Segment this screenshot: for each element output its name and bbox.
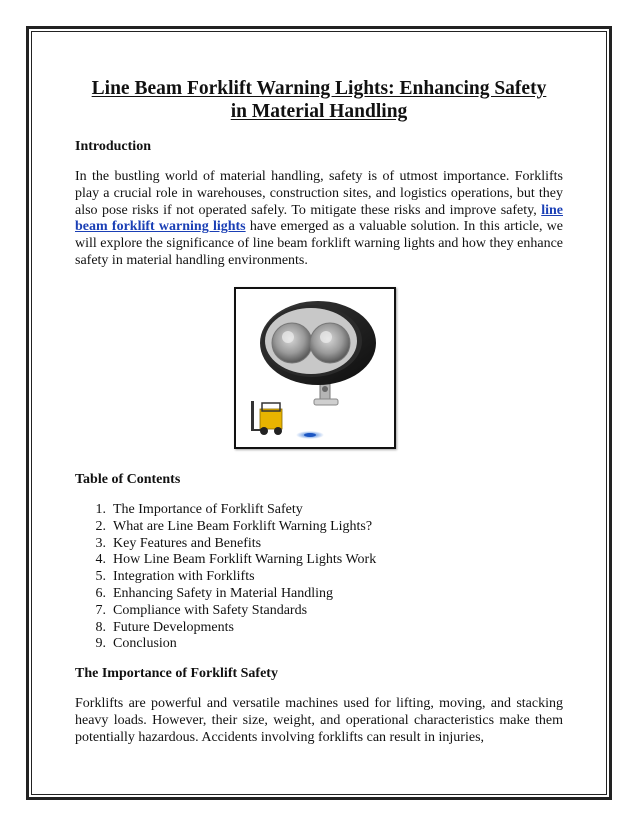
intro-text-after-link: have emerged as a valuable solution. In this article, we will explore the significance of line beam forklift warning lights and how they enhance safety in material handling environments.: [75, 219, 564, 268]
document-title: [75, 77, 563, 123]
product-image: [234, 287, 396, 449]
product-link[interactable]: line beam forklift warning lights: [75, 202, 563, 235]
title-line-1: Line Beam Forklift Warning Lights: Enhancing Safety: [91, 78, 547, 99]
toc-item[interactable]: 2. What are Line Beam Forklift Warning Lights?: [95, 518, 373, 534]
intro-heading: Introduction: [75, 139, 151, 154]
toc-item[interactable]: 9. Conclusion: [95, 636, 177, 652]
intro-paragraph: [75, 169, 563, 270]
toc-item[interactable]: 8. Future Developments: [95, 619, 234, 635]
toc-item[interactable]: 3. Key Features and Benefits: [95, 535, 262, 551]
document-body: [75, 77, 563, 270]
section-paragraph-forklift-safety: Forklifts are powerful and versatile machines used for lifting, moving, and stacking heavy loads. However, their size, weight, and operational characteristics make them potentially hazardous. Accidents involving forklifts can result in injuries,: [75, 696, 563, 745]
toc-list: [75, 502, 563, 653]
table-of-contents: [75, 471, 563, 747]
toc-heading: Table of Contents: [75, 472, 181, 487]
toc-item[interactable]: 4. How Line Beam Forklift Warning Lights Work: [95, 552, 377, 568]
forklift-warning-light-icon: [236, 289, 394, 447]
toc-item[interactable]: 1. The Importance of Forklift Safety: [95, 502, 303, 517]
forklift-graphic: [251, 401, 282, 435]
toc-item[interactable]: 7. Compliance with Safety Standards: [95, 602, 308, 618]
title-line-2: in Material Handling: [230, 101, 408, 122]
toc-item[interactable]: 6. Enhancing Safety in Material Handling: [95, 585, 334, 601]
toc-item[interactable]: 5. Integration with Forklifts: [95, 569, 255, 585]
section-heading-forklift-safety: The Importance of Forklift Safety: [75, 666, 278, 682]
intro-text-before-link: In the bustling world of material handling, safety is of utmost importance. Forklifts play a crucial role in warehouses, construction sites, and logistics operations, but they also pose risks if not operated safely. To mitigate these risks and improve safety,: [75, 169, 563, 218]
